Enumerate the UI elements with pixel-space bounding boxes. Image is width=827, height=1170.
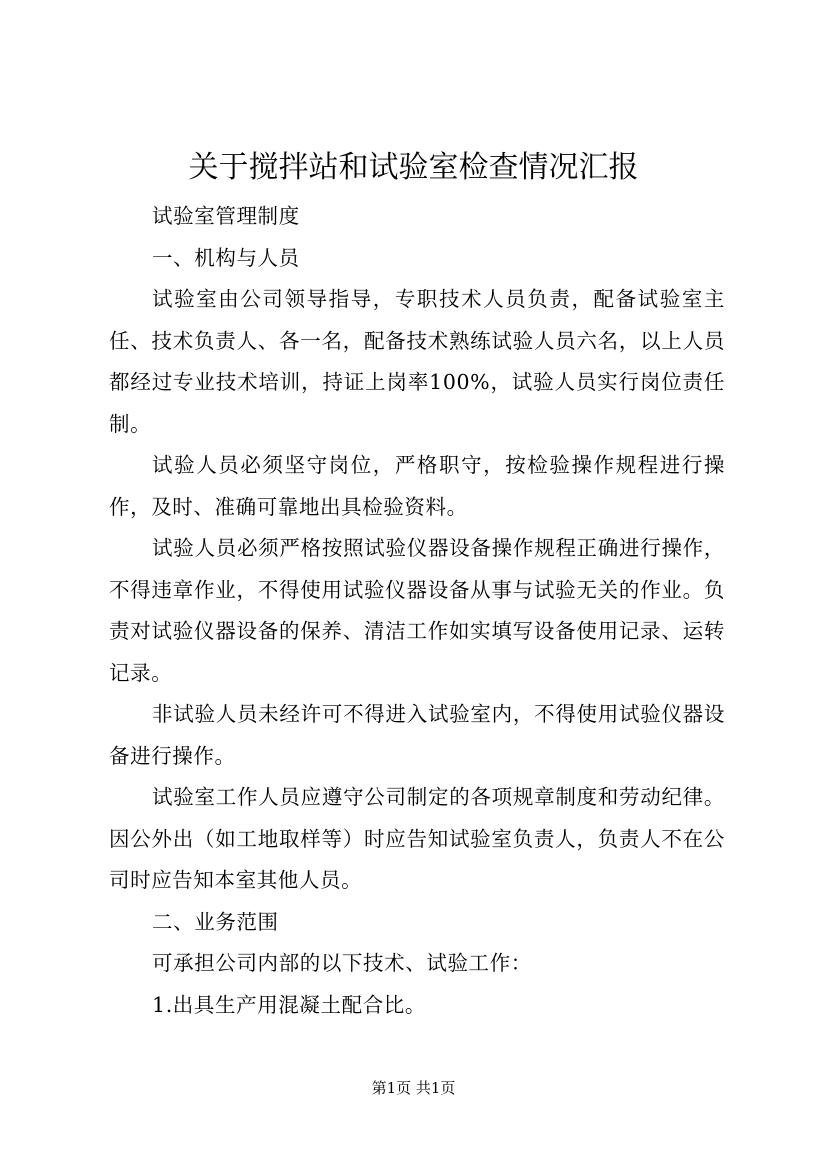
paragraph-section-heading: 试验室管理制度 (152, 204, 300, 228)
paragraph-duty: 试验人员必须坚守岗位，严格职守，按检验操作规程进行操作，及时、准确可靠地出具检验资料。 (109, 453, 725, 519)
paragraph-heading-organization: 一、机构与人员 (152, 245, 300, 270)
paragraph-discipline: 试验室工作人员应遵守公司制定的各项规章制度和劳动纪律。因公外出（如工地取样等）时应告知试验室负责人，负责人不在公司时应告知本室其他人员。 (109, 785, 725, 892)
page-footer: 第1页 共1页 (371, 1079, 456, 1097)
paragraph-scope-intro: 可承担公司内部的以下技术、试验工作： (152, 951, 532, 975)
paragraph-staffing: 试验室由公司领导指导，专职技术人员负责，配备试验室主任、技术负责人、各一名，配备技术熟练试验人员六名，以上人员都经过专业技术培训，持证上岗率100%，试验人员实行岗位责任制。 (109, 287, 725, 436)
paragraph-access-rule: 非试验人员未经许可不得进入试验室内，不得使用试验仪器设备进行操作。 (109, 702, 725, 768)
document-title: 关于搅拌站和试验室检查情况汇报 (188, 150, 639, 185)
paragraph-equipment-operation: 试验人员必须严格按照试验仪器设备操作规程正确进行操作，不得违章作业，不得使用试验仪器设备从事与试验无关的作业。负责对试验仪器设备的保养、清洁工作如实填写设备使用记录、运转记录。 (109, 536, 725, 685)
paragraph-scope-item-1: 1.出具生产用混凝土配合比。 (152, 992, 427, 1017)
paragraph-heading-scope: 二、业务范围 (152, 909, 279, 934)
document-body (109, 196, 725, 1026)
